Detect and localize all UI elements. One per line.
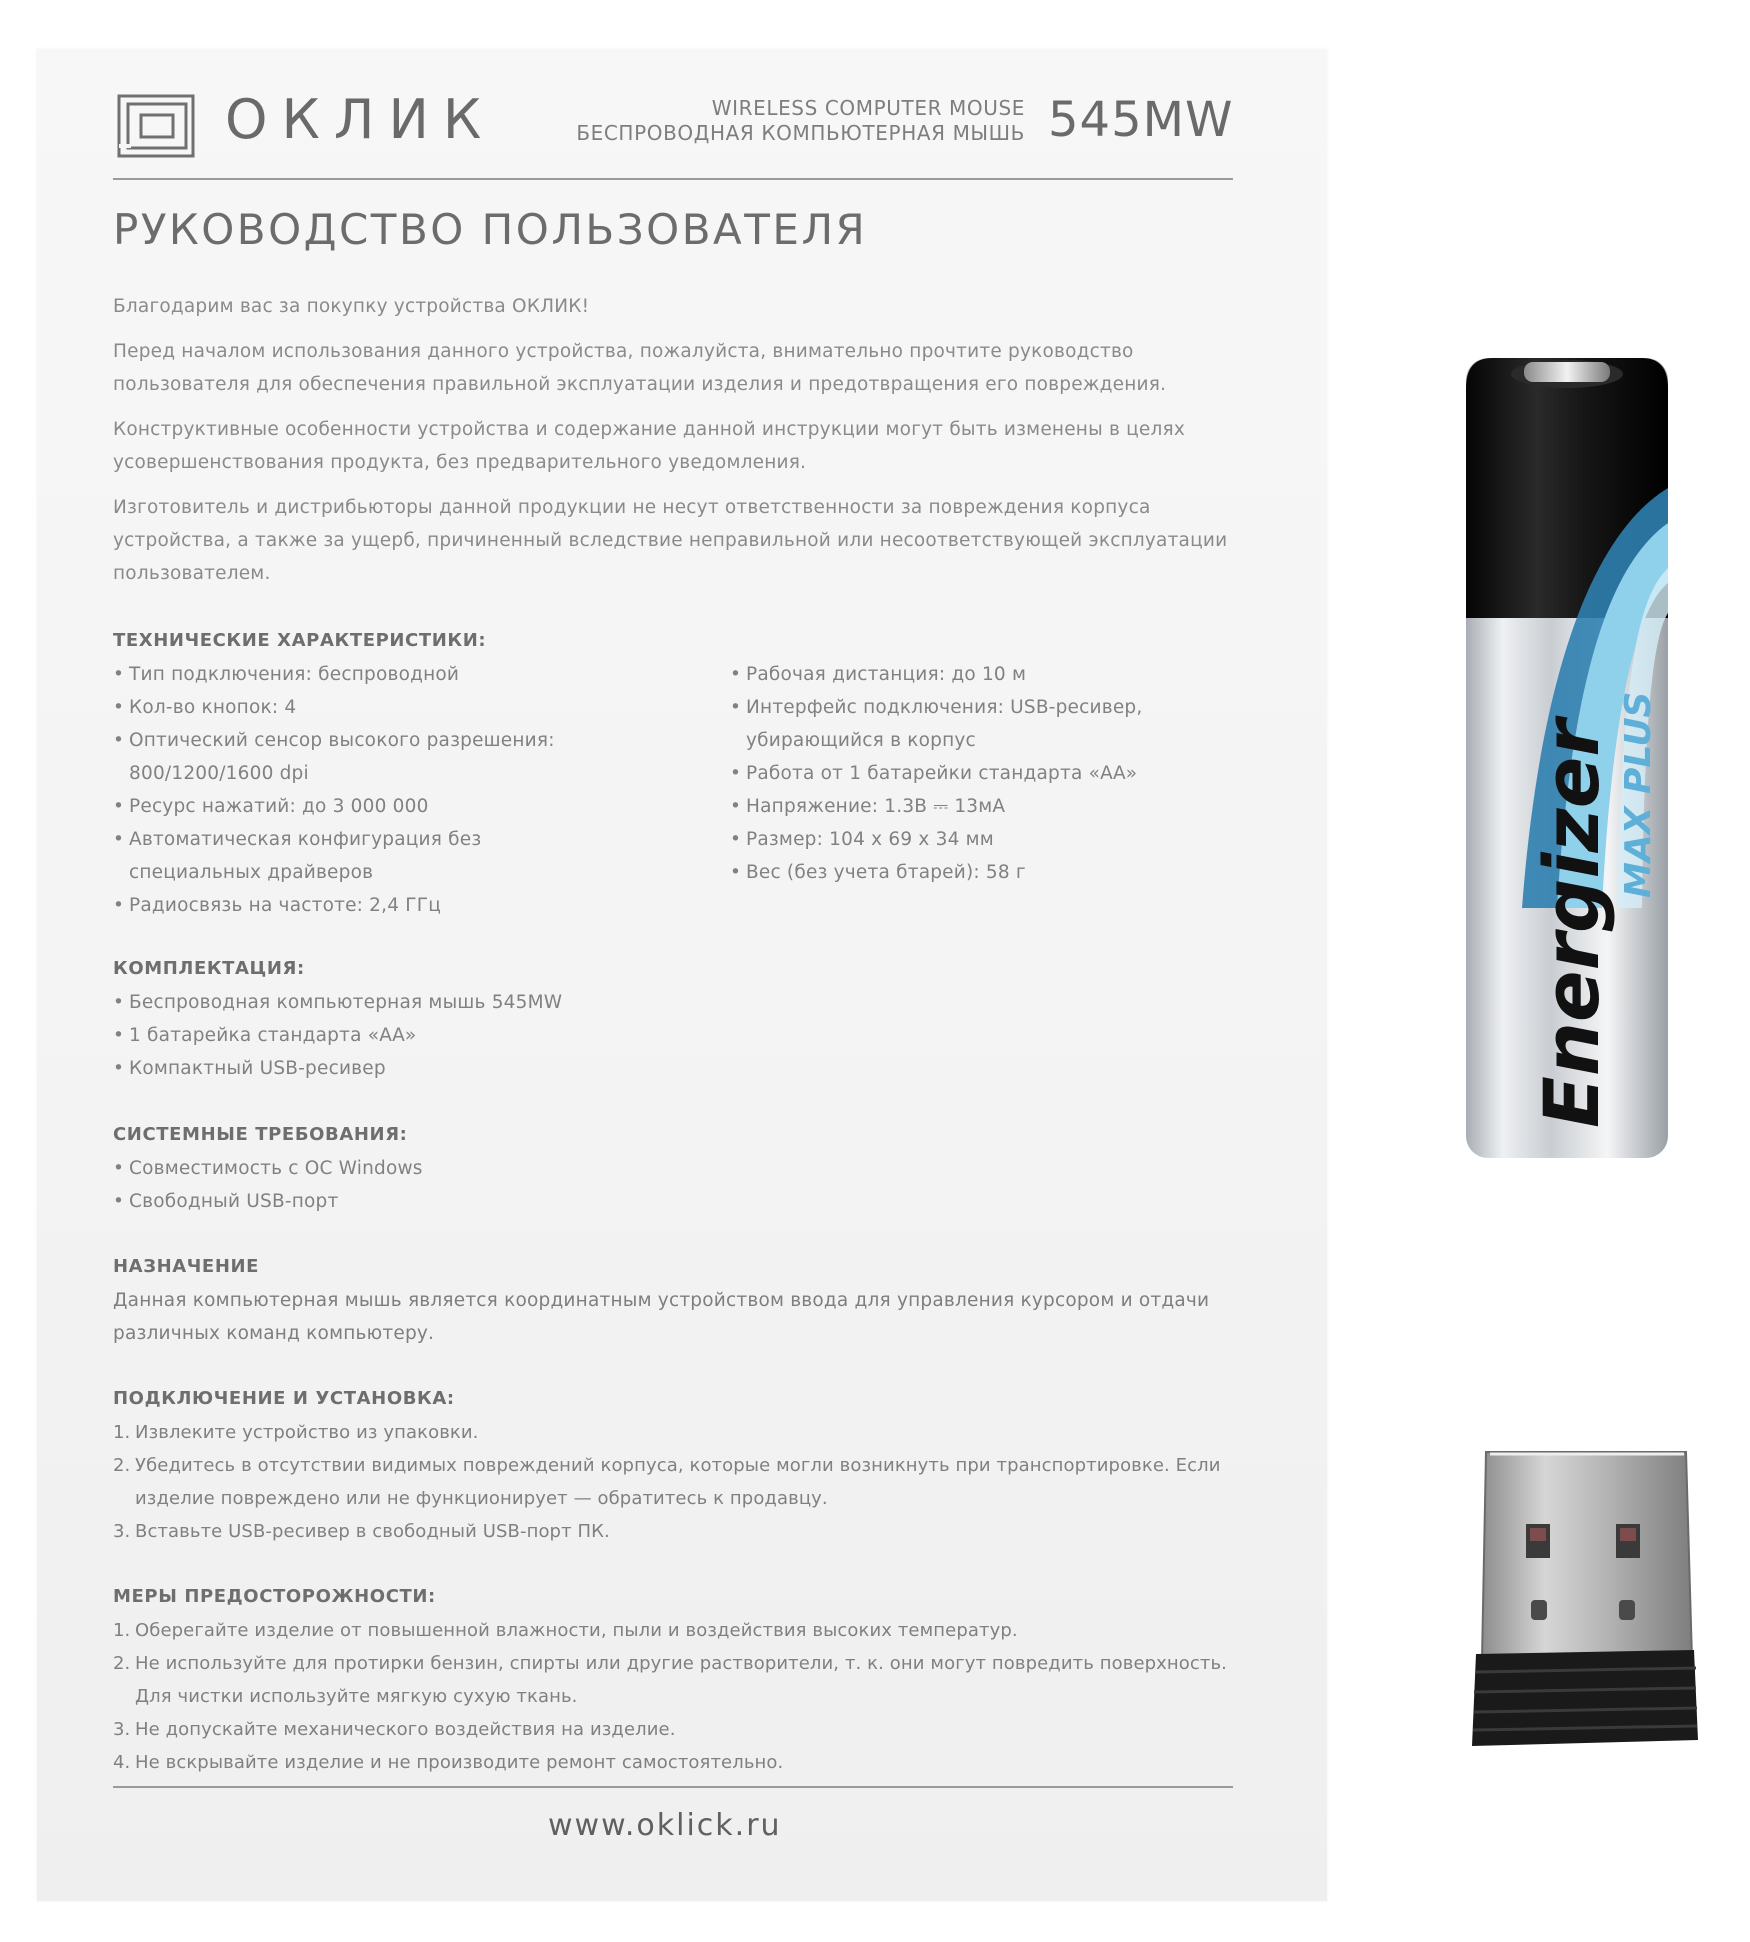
subtitle-en: WIRELESS COMPUTER MOUSE [711,96,1025,120]
package-heading: КОМПЛЕКТАЦИЯ: [113,958,305,979]
package-list [113,986,1113,1085]
requirements-list [113,1152,1113,1218]
item-text: Не используйте для протирки бензин, спирты или другие растворители, т. к. они могут повредить поверхность. Для чистки используйте мягкую сухую ткань. [135,1653,1227,1707]
list-item: • Размер: 104 x 69 x 34 мм [730,823,1200,856]
cautions-heading: МЕРЫ ПРЕДОСТОРОЖНОСТИ: [113,1586,436,1607]
list-item: • Беспроводная компьютерная мышь 545MW [113,986,1113,1019]
list-item: • Напряжение: 1.3В ⎓ 13мА [730,790,1200,823]
install-list [113,1416,1243,1548]
item-number: 4. [113,1752,131,1773]
list-item: • Ресурс нажатий: до 3 000 000 [113,790,613,823]
intro-paragraph: Перед началом использования данного устройства, пожалуйста, внимательно прочтите руководство пользователя для обеспечения правильной эксплуатации изделия и предотвращения его повреждения. [113,341,1167,395]
install-heading: ПОДКЛЮЧЕНИЕ И УСТАНОВКА: [113,1388,455,1409]
requirements-heading: СИСТЕМНЫЕ ТРЕБОВАНИЯ: [113,1124,408,1145]
list-item: • Компактный USB-ресивер [113,1052,1113,1085]
list-item [113,1746,1243,1779]
list-item [113,1647,1243,1713]
subtitle-ru: БЕСПРОВОДНАЯ КОМПЬЮТЕРНАЯ МЫШЬ [576,121,1025,145]
list-item [113,1416,1243,1449]
oklick-logo-icon [117,94,195,158]
list-item: • Вес (без учета бтарей): 58 г [730,856,1200,889]
list-item: • Работа от 1 батарейки стандарта «АА» [730,757,1200,790]
intro-paragraph: Изготовитель и дистрибьюторы данной продукции не несут ответственности за повреждения корпуса устройства, а также за ущерб, причиненный вследствие неправильной или несоответствующей эксплуатации пользователем. [113,497,1228,584]
footer-divider [113,1786,1233,1788]
item-number: 1. [113,1620,131,1641]
specs-list-left [113,658,613,922]
battery-line-text: MAX PLUS [1618,691,1659,898]
aa-battery-image [1462,348,1672,1168]
list-item [113,1614,1243,1647]
item-text: Не вскрывайте изделие и не производите ремонт самостоятельно. [135,1752,784,1773]
item-number: 1. [113,1422,131,1443]
list-item [113,1713,1243,1746]
brand-wordmark: ОКЛИК [225,88,496,151]
cautions-list [113,1614,1243,1779]
list-item: • Автоматическая конфигурация без специальных драйверов [113,823,613,889]
list-item: • 1 батарейка стандарта «АА» [113,1019,1113,1052]
list-item: • Свободный USB-порт [113,1185,1113,1218]
item-text: Извлеките устройство из упаковки. [135,1422,479,1443]
purpose-heading: НАЗНАЧЕНИЕ [113,1256,260,1277]
intro-paragraph: Благодарим вас за покупку устройства ОКЛИК! [113,296,590,317]
usb-receiver-image [1468,1440,1698,1760]
list-item: • Интерфейс подключения: USB-ресивер, убирающийся в корпус [730,691,1200,757]
list-item: • Кол-во кнопок: 4 [113,691,613,724]
intro-text [113,290,1233,590]
list-item: • Радиосвязь на частоте: 2,4 ГГц [113,889,613,922]
item-text: Вставьте USB-ресивер в свободный USB-порт ПК. [135,1521,610,1542]
product-subtitle [576,96,1025,146]
intro-paragraph: Конструктивные особенности устройства и содержание данной инструкции могут быть изменены в целях усовершенствования продукта, без предварительного уведомления. [113,419,1186,473]
item-number: 2. [113,1455,131,1476]
model-number: 545MW [1048,92,1234,148]
specs-heading: ТЕХНИЧЕСКИЕ ХАРАКТЕРИСТИКИ: [113,630,487,651]
item-text: Оберегайте изделие от повышенной влажности, пыли и воздействия высоких температур. [135,1620,1018,1641]
item-text: Убедитесь в отсутствии видимых повреждений корпуса, которые могли возникнуть при транспортировке. Если изделие повреждено или не функционирует — обратитесь к продавцу. [135,1455,1221,1509]
page-title: РУКОВОДСТВО ПОЛЬЗОВАТЕЛЯ [113,205,868,254]
list-item [113,1515,1243,1548]
list-item: • Тип подключения: беспроводной [113,658,613,691]
list-item: • Оптический сенсор высокого разрешения: 800/1200/1600 dpi [113,724,613,790]
header-divider [113,178,1233,180]
list-item [113,1449,1243,1515]
list-item: • Рабочая дистанция: до 10 м [730,658,1200,691]
item-number: 2. [113,1653,131,1674]
battery-brand-text: Energizer [1527,719,1616,1128]
item-text: Не допускайте механического воздействия на изделие. [135,1719,676,1740]
specs-list-right [730,658,1200,889]
list-item: • Совместимость с ОС Windows [113,1152,1113,1185]
purpose-text: Данная компьютерная мышь является координатным устройством ввода для управления курсором и отдачи различных команд компьютеру. [113,1290,1210,1344]
item-number: 3. [113,1521,131,1542]
item-number: 3. [113,1719,131,1740]
website-link[interactable]: www.oklick.ru [548,1808,782,1843]
